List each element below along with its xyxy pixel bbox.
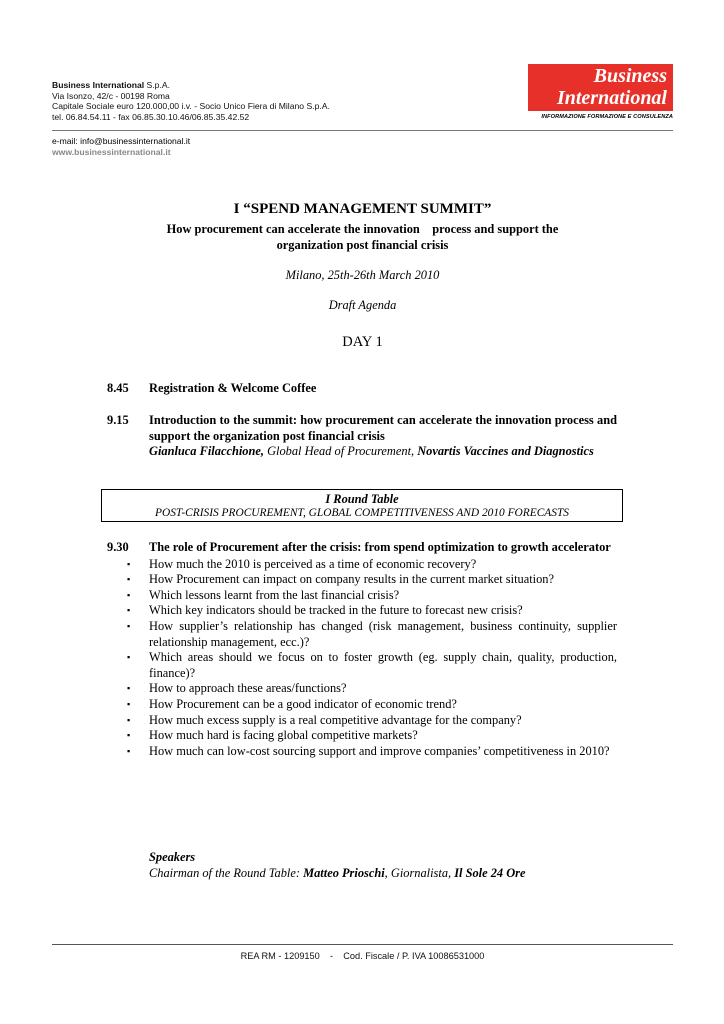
event-place-date: Milano, 25th-26th March 2010 <box>285 268 440 282</box>
list-item: ▪ How much excess supply is a real competitive advantage for the company? <box>127 712 522 727</box>
event-subtitle-line-2: organization post financial crisis <box>276 237 449 252</box>
footer-registration: REA RM - 1209150 - Cod. Fiscale / P. IVA 10086531000 <box>240 951 485 961</box>
agenda-time: 9.15 <box>107 413 129 427</box>
list-item: ▪ How much can low-cost sourcing support and improve companies’ competitiveness in 2010? <box>127 743 610 758</box>
list-item: ▪ Which key indicators should be tracked in the future to forecast new crisis? <box>127 603 523 618</box>
list-item: ▪ How much hard is facing global competitive markets? <box>127 728 418 743</box>
chairman-name: Matteo Prioschi <box>303 865 385 880</box>
chairman-label: Chairman of the Round Table: <box>149 865 304 880</box>
agenda-time: 8.45 <box>107 381 129 395</box>
bullet-icon: ▪ <box>127 620 131 631</box>
logo-line-2: International <box>556 87 667 109</box>
speaker-org: Novartis Vaccines and Diagnostics <box>417 444 594 459</box>
list-item: ▪ Which lessons learnt from the last financial crisis? <box>127 587 400 602</box>
bullet-icon: ▪ <box>127 683 131 694</box>
speakers-heading: Speakers <box>149 850 196 864</box>
list-item: ▪ How supplier’s relationship has changed (risk management, business continuity, supplier relationship management, ecc.)? <box>127 618 617 649</box>
bullet-icon: ▪ <box>127 730 131 741</box>
agenda-item-round-table <box>107 540 617 759</box>
chairman-org: Il Sole 24 Ore <box>454 865 526 880</box>
bullet-icon: ▪ <box>127 558 131 569</box>
agenda-title: Registration & Welcome Coffee <box>149 381 317 395</box>
bullet-icon: ▪ <box>127 574 131 585</box>
round-table-title: I Round Table <box>325 492 399 506</box>
company-phone: tel. 06.84.54.11 - fax 06.85.30.10.46/06.85.35.42.52 <box>52 111 250 122</box>
list-item: ▪ How much the 2010 is perceived as a time of economic recovery? <box>127 556 477 571</box>
logo-box <box>528 64 673 111</box>
bullet-icon: ▪ <box>127 589 131 600</box>
event-subtitle <box>52 222 673 253</box>
logo-line-1: Business <box>593 65 667 87</box>
agenda-time: 9.30 <box>107 540 129 554</box>
company-address: Via Isonzo, 42/c - 00198 Roma <box>52 90 170 101</box>
question-list <box>127 556 617 760</box>
company-website: www.businessinternational.it <box>52 146 171 157</box>
chairman-role: , Giornalista, <box>384 865 455 880</box>
company-header <box>52 80 330 122</box>
header-divider <box>52 130 673 131</box>
agenda-speaker <box>149 444 617 460</box>
round-table-box <box>101 489 623 522</box>
chairman-line <box>149 866 525 882</box>
speaker-name: Gianluca Filacchione, <box>149 444 264 459</box>
list-item: ▪ How to approach these areas/functions? <box>127 681 347 696</box>
business-international-logo <box>528 64 673 120</box>
bullet-icon: ▪ <box>127 698 131 709</box>
company-suffix: S.p.A. <box>144 80 170 90</box>
company-contact <box>52 136 190 157</box>
company-capital: Capitale Sociale euro 120.000,00 i.v. - Socio Unico Fiera di Milano S.p.A. <box>52 101 330 112</box>
company-email: e-mail: info@businessinternational.it <box>52 136 191 146</box>
draft-agenda-label: Draft Agenda <box>328 298 397 312</box>
speaker-role: Global Head of Procurement, <box>263 444 418 459</box>
list-item: ▪ Which areas should we focus on to foster growth (eg. supply chain, quality, production, finance)? <box>127 650 617 680</box>
event-subtitle-line-1: How procurement can accelerate the innovation process and support the <box>166 222 559 236</box>
speakers-section <box>149 850 525 881</box>
company-name: Business International <box>52 80 145 90</box>
agenda-title: Introduction to the summit: how procurement can accelerate the innovation process and support the organization post financial crisis <box>149 413 617 443</box>
bullet-icon: ▪ <box>127 652 131 663</box>
event-title: I “SPEND MANAGEMENT SUMMIT” <box>233 201 492 217</box>
day-heading: DAY 1 <box>342 334 383 350</box>
bullet-icon: ▪ <box>127 745 131 756</box>
agenda-item-registration <box>107 381 617 397</box>
round-table-subtitle: POST-CRISIS PROCUREMENT, GLOBAL COMPETITIVENESS AND 2010 FORECASTS <box>155 507 569 519</box>
footer-divider <box>52 944 673 945</box>
agenda-title: The role of Procurement after the crisis: from spend optimization to growth accelerator <box>149 540 611 554</box>
bullet-icon: ▪ <box>127 605 131 616</box>
bullet-icon: ▪ <box>127 714 131 725</box>
logo-tagline: INFORMAZIONE FORMAZIONE E CONSULENZA <box>541 114 673 120</box>
agenda-item-introduction <box>107 413 617 460</box>
list-item: ▪ How Procurement can impact on company results in the current market situation? <box>127 572 554 587</box>
list-item: ▪ How Procurement can be a good indicator of economic trend? <box>127 696 457 711</box>
